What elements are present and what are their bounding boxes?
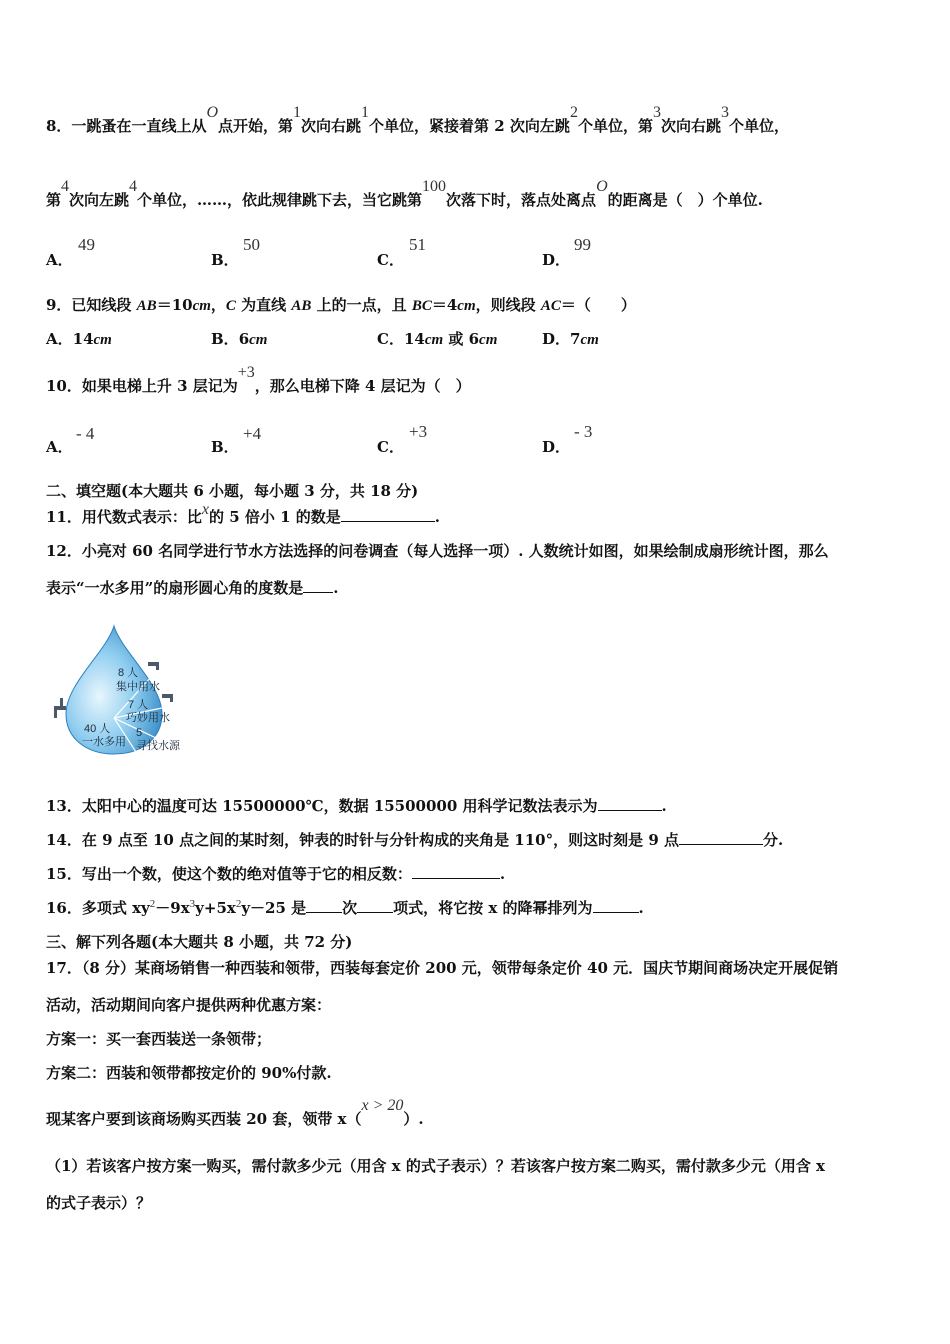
q9-option-c: C．14cm 或 6cm — [377, 330, 498, 348]
q10-stem: 10．如果电梯上升 3 层记为+3，那么电梯下降 4 层记为（ ） — [46, 364, 471, 395]
q9-option-a: A．14cm — [46, 330, 112, 348]
label-xunzhao-count: 5 — [136, 727, 143, 739]
q17-line5: 现某客户要到该商场购买西装 20 套，领带 x（x > 20）. — [46, 1097, 424, 1128]
q9-option-d: D．7cm — [542, 330, 599, 348]
q14-answer-blank[interactable] — [679, 830, 763, 845]
q17-plan2: 方案二：西装和领带都按定价的 90%付款. — [46, 1064, 332, 1082]
q16-order-blank[interactable] — [593, 898, 639, 913]
q13-answer-blank[interactable] — [598, 796, 662, 811]
q8-option-b-letter: B． — [211, 251, 239, 269]
section-3-heading: 三、解下列各题(本大题共 8 小题，共 72 分) — [46, 933, 353, 951]
label-yishui-count: 40 人 — [84, 723, 111, 735]
q12-answer-blank[interactable] — [303, 578, 333, 593]
q14: 14．在 9 点至 10 点之间的某时刻，钟表的时针与分针构成的夹角是 110°，则这时刻是 9 点 分. — [46, 831, 784, 849]
section-2-heading: 二、填空题(本大题共 6 小题，每小题 3 分，共 18 分) — [46, 482, 419, 500]
q10-option-b-letter: B． — [211, 438, 239, 456]
q8-option-d-letter: D． — [542, 251, 571, 269]
q17-line1: 17．（8 分）某商场销售一种西装和领带，西装每套定价 200 元，领带每条定价 40 元．国庆节期间商场决定开展促销 — [46, 959, 839, 977]
q10-option-c-value: +3 — [409, 422, 428, 441]
q9-option-b: B．6cm — [211, 330, 268, 348]
q17-sub1-line2: 的式子表示）？ — [46, 1194, 152, 1212]
q10-option-a-letter: A． — [46, 438, 73, 456]
q8-option-a-letter: A． — [46, 251, 73, 269]
q8-option-a-value: 49 — [78, 235, 95, 254]
q10-option-d-letter: D． — [542, 438, 571, 456]
q17-plan1: 方案一：买一套西装送一条领带； — [46, 1030, 272, 1048]
q12-line1: 12．小亮对 60 名同学进行节水方法选择的问卷调查（每人选择一项）. 人数统计如图，如果绘制成扇形统计图，那么 — [46, 542, 829, 560]
label-xunzhao: 寻找水源 — [136, 740, 180, 752]
label-jizhong-count: 8 人 — [118, 667, 139, 679]
q8-option-d-value: 99 — [574, 235, 591, 254]
label-qiaomiao: 巧妙用水 — [126, 712, 170, 724]
q17-line2: 活动，活动期间向客户提供两种优惠方案： — [46, 996, 332, 1014]
q15-answer-blank[interactable] — [412, 864, 500, 879]
water-drop-chart — [52, 622, 192, 757]
q16-terms-blank[interactable] — [357, 898, 393, 913]
q11: 11．用代数式表示：比x的 5 倍小 1 的数是 . — [46, 501, 440, 526]
q8-option-c-letter: C． — [377, 251, 404, 269]
q8-option-b-value: 50 — [243, 235, 260, 254]
label-yishui: 一水多用 — [82, 736, 126, 748]
q10-option-d-value: - 3 — [574, 422, 593, 441]
q9-stem: 9．已知线段 AB＝10cm，C 为直线 AB 上的一点，且 BC＝4cm，则线段 AC＝（ ） — [46, 296, 636, 314]
q12-line2: 表示“一水多用”的扇形圆心角的度数是 . — [46, 579, 339, 597]
q15: 15．写出一个数，使这个数的绝对值等于它的相反数： . — [46, 865, 506, 883]
q8-line1: 8．一跳蚤在一直线上从O点开始，第1次向右跳1个单位，紧接着第 2 次向左跳2个单位，第3次向右跳3个单位， — [46, 104, 789, 135]
label-qiaomiao-count: 7 人 — [128, 699, 149, 711]
q13: 13．太阳中心的温度可达 15500000℃，数据 15500000 用科学记数法表示为 . — [46, 797, 667, 815]
q10-option-b-value: +4 — [243, 424, 262, 443]
q16-degree-blank[interactable] — [306, 898, 342, 913]
q8-option-c-value: 51 — [409, 235, 426, 254]
q17-sub1-line1: （1）若该客户按方案一购买，需付款多少元（用含 x 的式子表示）？若该客户按方案二购买，需付款多少元（用含 x — [46, 1157, 825, 1175]
q8-line2: 第4次向左跳4个单位，……，依此规律跳下去，当它跳第100次落下时，落点处离点O的距离是（ ）个单位. — [46, 178, 763, 209]
q10-option-c-letter: C． — [377, 438, 404, 456]
label-jizhong: 集中用水 — [116, 681, 160, 693]
q16: 16．多项式 $xy^2-9x^3y+5x^2y-25$ 是 次 项式，将它按 x 的降幂排列为 . — [46, 898, 644, 917]
q11-answer-blank[interactable] — [341, 507, 435, 522]
q10-option-a-value: - 4 — [76, 424, 95, 443]
